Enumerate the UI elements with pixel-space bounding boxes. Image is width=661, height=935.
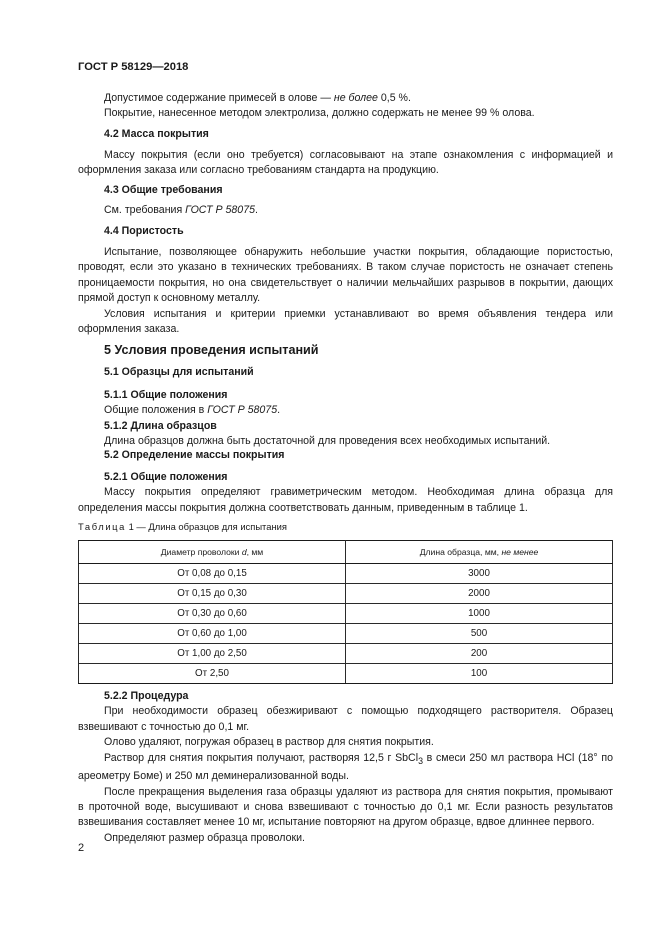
section-5-2-1 xyxy=(78,470,613,516)
page-number: 2 xyxy=(78,842,85,854)
paragraph: Длина образцов должна быть достаточной для проведения всех необходимых испытаний. xyxy=(104,435,551,448)
text: См. требования xyxy=(104,204,186,216)
text: Допустимое содержание примесей в олове — xyxy=(104,92,334,104)
text: . xyxy=(277,404,281,417)
paragraph: Определяют размер образца проволоки. xyxy=(104,831,305,844)
standard-reference: ГОСТ Р 58075 xyxy=(185,204,255,216)
caption-text: 1 — Длина образцов для испытания xyxy=(125,521,287,532)
section-heading: 4.4 Пористость xyxy=(104,225,184,237)
text: , мм xyxy=(246,547,264,557)
table-row xyxy=(79,604,613,624)
cell-diameter: От 0,30 до 0,60 xyxy=(79,604,346,624)
text: Длина образца, мм, xyxy=(419,547,502,557)
text: Раствор для снятия покрытия получают, растворяя 12,5 г SbCl xyxy=(104,751,419,764)
table-row xyxy=(79,664,613,684)
paragraph: Массу покрытия (если оно требуется) согласовывают на этапе ознакомления с информацией и оформления заказа или согласно требованиям стандарта на продукцию. xyxy=(78,149,613,177)
column-header-length xyxy=(346,541,613,564)
cell-diameter: От 1,00 до 2,50 xyxy=(79,644,346,664)
text: . xyxy=(255,204,258,216)
table-row xyxy=(79,644,613,664)
section-5-2 xyxy=(78,448,613,463)
paragraph xyxy=(78,403,613,418)
paragraph xyxy=(78,751,613,785)
cell-diameter: От 0,60 до 1,00 xyxy=(79,624,346,644)
cell-length: 500 xyxy=(346,624,613,644)
paragraph: Испытание, позволяющее обнаружить небольшие участки покрытия, обладающие пористостью, проводят, если это указано в технических требованиях. В таком случае пористость не означает степень проницаемости покрытия, но она свидетельствует о наличии мельчайших разрывов в покрытии, дающих прямой доступ к основному металлу. xyxy=(78,246,613,305)
emphasis: не менее xyxy=(501,547,539,557)
cell-length: 3000 xyxy=(346,564,613,584)
paragraph: Условия испытания и критерии приемки устанавливают во время объявления тендера или оформления заказа. xyxy=(78,307,613,336)
section-heading: 4.3 Общие требования xyxy=(104,184,223,196)
standard-reference: ГОСТ Р 58075 xyxy=(207,404,278,417)
symbol: d xyxy=(241,547,247,557)
document-header: ГОСТ Р 58129—2018 xyxy=(78,61,189,73)
section-heading: 5.2 Определение массы покрытия xyxy=(104,449,285,461)
subsection-heading: 5.1.2 Длина образцов xyxy=(104,419,217,432)
section-5-1-subsections xyxy=(78,388,613,450)
cell-length: 200 xyxy=(346,644,613,664)
table-row xyxy=(79,624,613,644)
section-4-2-body xyxy=(78,148,613,179)
table-row xyxy=(79,564,613,584)
section-4-3-body xyxy=(78,203,613,218)
paragraph xyxy=(78,91,613,106)
chapter-heading: 5 Условия проведения испытаний xyxy=(104,343,319,357)
cell-diameter: От 0,08 до 0,15 xyxy=(79,564,346,584)
table-header-row xyxy=(79,541,613,564)
text: Общие положения в xyxy=(104,404,208,417)
paragraph: После прекращения выделения газа образцы удаляют из раствора для снятия покрытия, промывают в проточной воде, высушивают и снова взвешивают с точностью до 0,1 мг. Если разность результатов взвешивания составляет менее 10 мг, испытание повторяют на другом образце, вдвое длиннее первого. xyxy=(78,785,613,829)
caption-label: Таблица xyxy=(78,521,126,532)
section-5-1 xyxy=(78,365,613,380)
cell-diameter: От 2,50 xyxy=(79,664,346,684)
paragraph: Олово удаляют, погружая образец в раствор для снятия покрытия. xyxy=(104,736,434,749)
subscript: 3 xyxy=(418,755,423,766)
table-caption xyxy=(78,521,287,532)
section-heading: 4.2 Масса покрытия xyxy=(104,128,209,140)
paragraph: Покрытие, нанесенное методом электролиза, должно содержать не менее 99 % олова. xyxy=(104,107,535,120)
section-5-2-2 xyxy=(78,689,613,846)
section-heading: 5.1 Образцы для испытаний xyxy=(104,366,254,378)
text: Диаметр проволоки xyxy=(160,547,242,557)
paragraph: Массу покрытия определяют гравиметрическим методом. Необходимая длина образца для определения массы покрытия должна соответствовать данным, приведенным в таблице 1. xyxy=(78,486,613,514)
cell-diameter: От 0,15 до 0,30 xyxy=(79,584,346,604)
section-5 xyxy=(78,343,613,358)
cell-length: 1000 xyxy=(346,604,613,624)
table-row xyxy=(79,584,613,604)
section-4-1-continuation xyxy=(78,91,613,122)
section-4-2 xyxy=(78,127,613,142)
cell-length: 2000 xyxy=(346,584,613,604)
cell-length: 100 xyxy=(346,664,613,684)
table-1 xyxy=(78,540,613,684)
column-header-diameter xyxy=(79,541,346,564)
paragraph: При необходимости образец обезжиривают с помощью подходящего растворителя. Образец взвешивают с точностью до 0,1 мг. xyxy=(78,705,613,733)
subsection-heading: 5.2.1 Общие положения xyxy=(104,471,228,483)
section-4-3 xyxy=(78,183,613,198)
text: в смеси 250 мл раствора HCl (18° по ареометру Боме) и 250 мл деминерализованной воды. xyxy=(78,751,613,783)
subsection-heading: 5.1.1 Общие положения xyxy=(104,389,228,401)
section-4-4-body xyxy=(78,245,613,337)
text: 0,5 %. xyxy=(377,92,411,104)
emphasis: не более xyxy=(333,92,378,104)
section-4-4 xyxy=(78,224,613,239)
subsection-heading: 5.2.2 Процедура xyxy=(104,690,189,702)
paragraph xyxy=(78,203,613,218)
